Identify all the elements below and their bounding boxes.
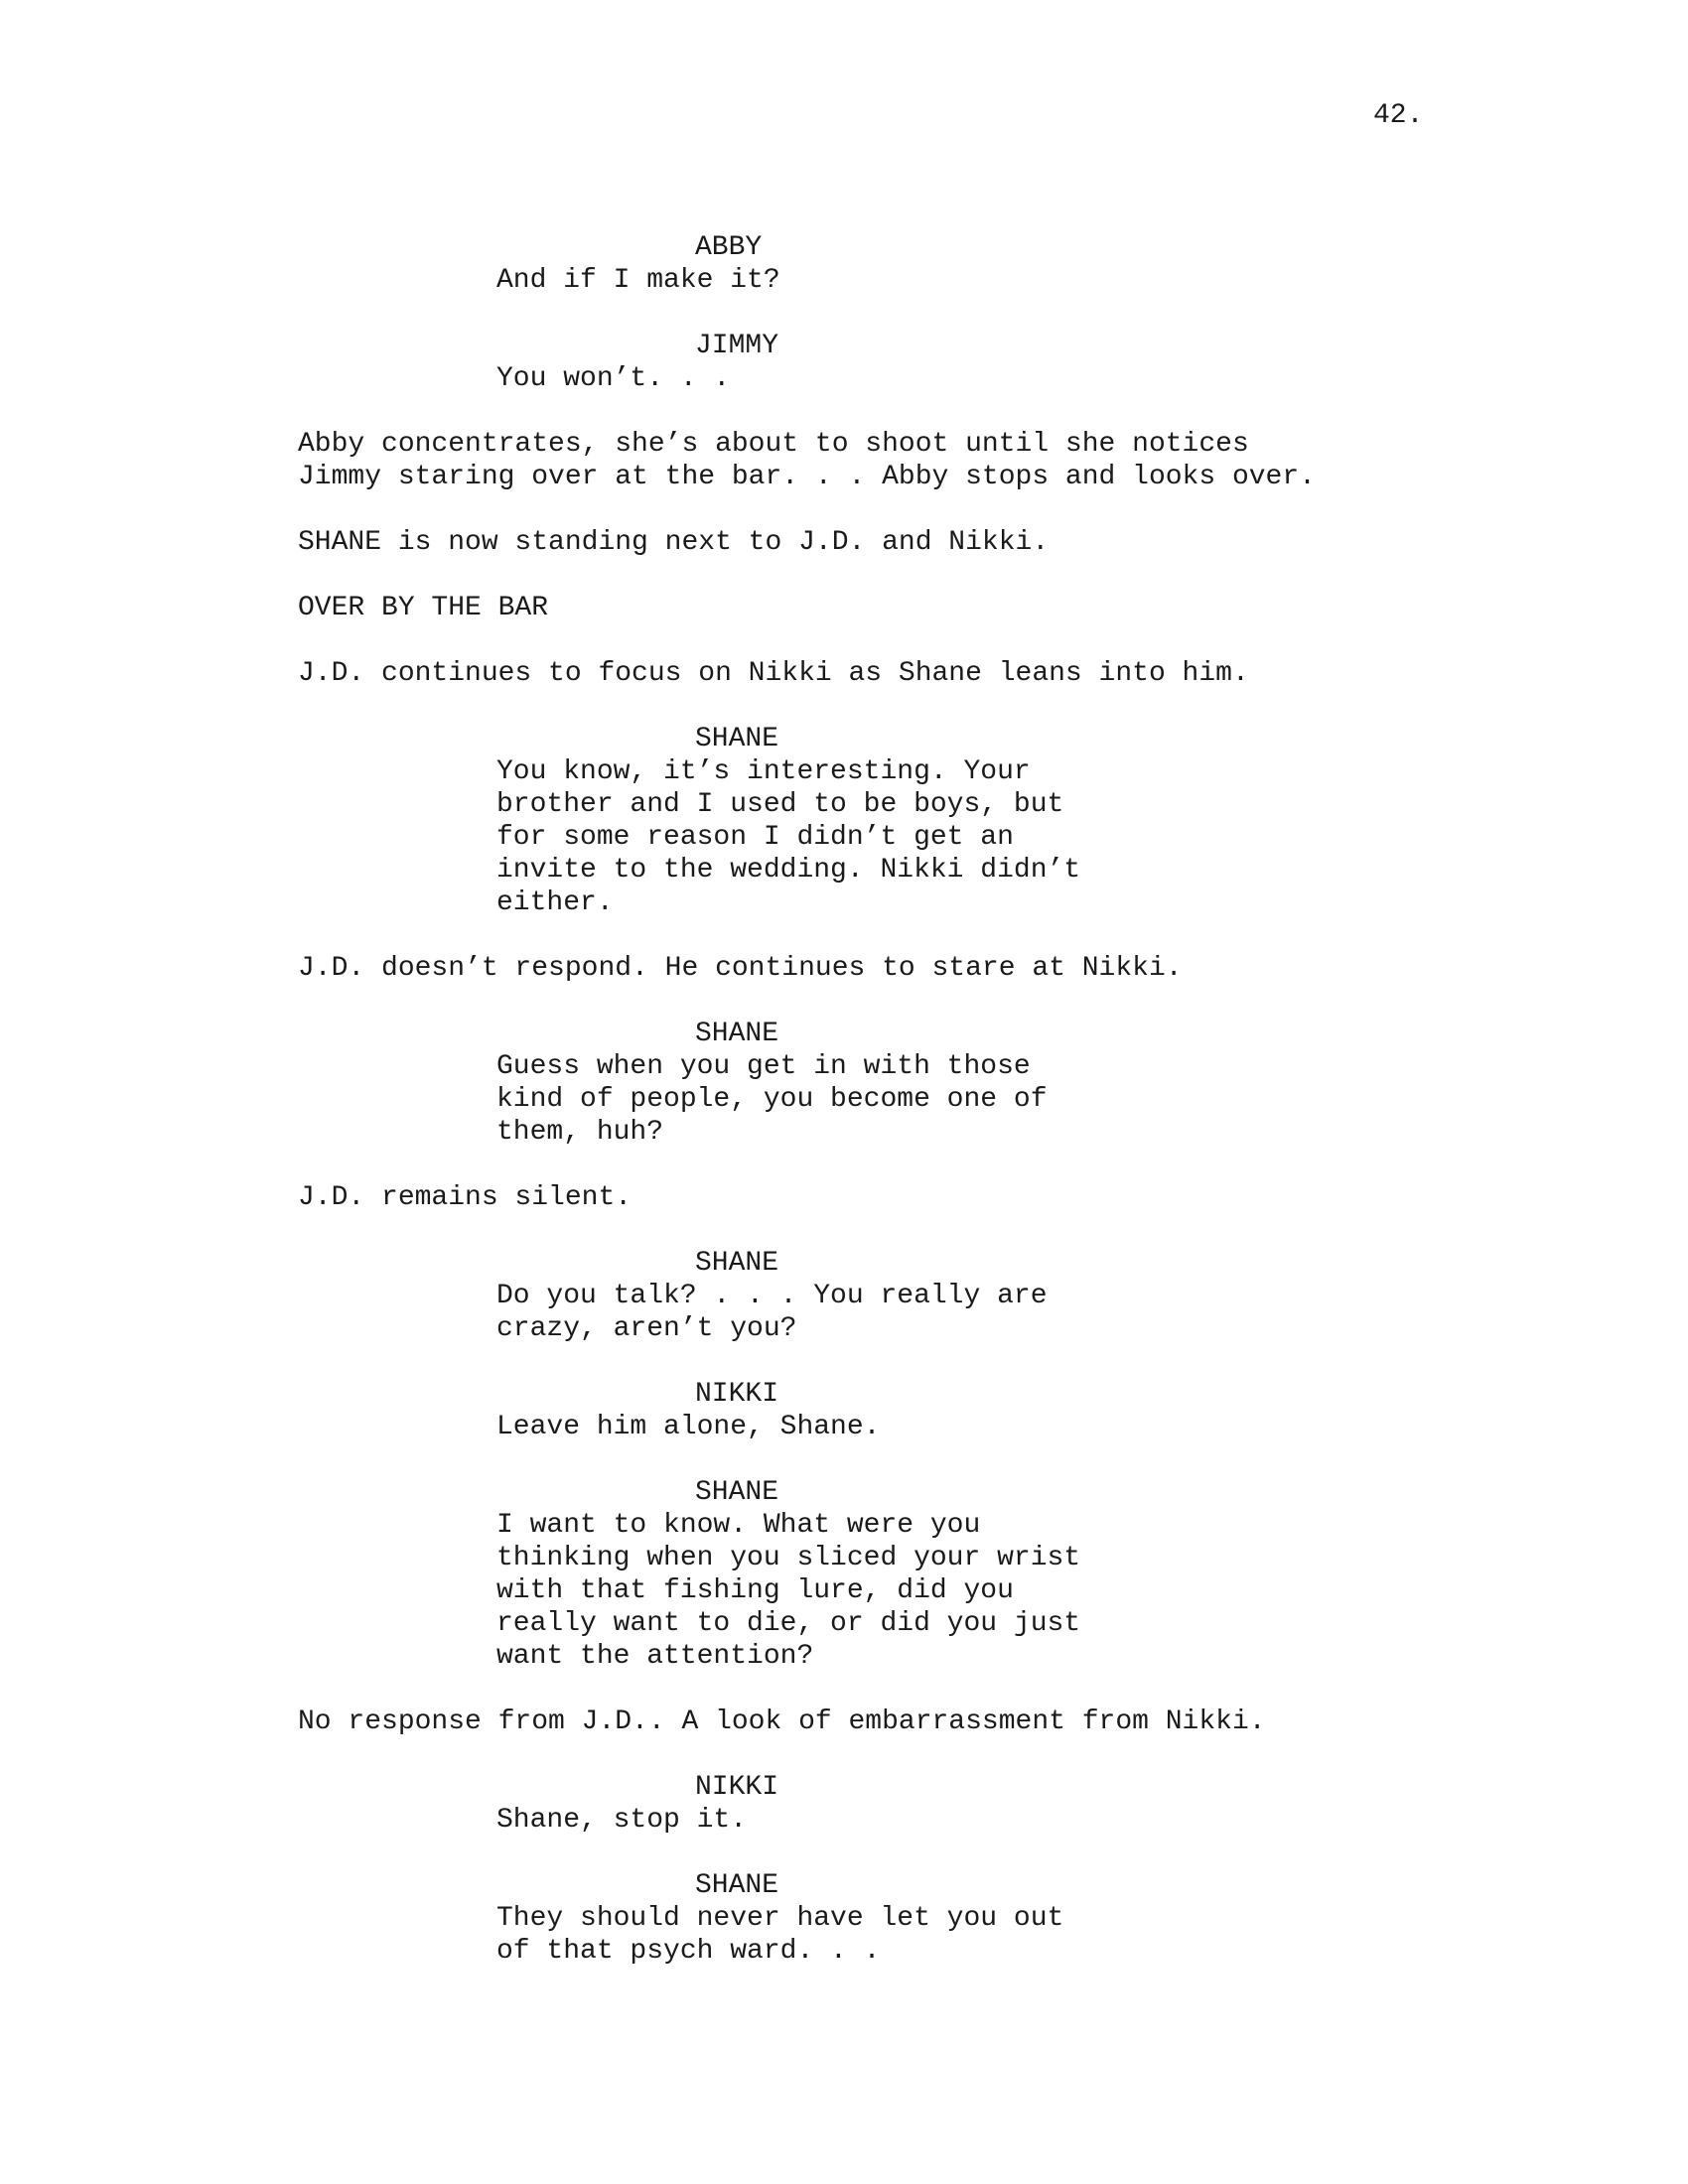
action-line	[298, 1181, 1489, 1214]
dialogue-line: They should never have let you out	[496, 1903, 1064, 1934]
dialogue-block	[298, 723, 1489, 919]
character-name: SHANE	[695, 1248, 779, 1279]
page-number: 42.	[1373, 100, 1424, 131]
dialogue-block	[298, 1247, 1489, 1345]
dialogue-line: them, huh?	[496, 1117, 664, 1148]
character-name: NIKKI	[695, 1379, 779, 1410]
action-text-line: OVER BY THE BAR	[298, 593, 549, 623]
action-line	[298, 952, 1489, 985]
character-name: SHANE	[695, 724, 779, 754]
dialogue-line: You won’t. . .	[496, 363, 731, 394]
action-text-line: No response from J.D.. A look of embarrassment from Nikki.	[298, 1706, 1266, 1737]
dialogue-line: Do you talk? . . . You really are	[496, 1281, 1048, 1311]
dialogue-block	[298, 1476, 1489, 1673]
character-name: JIMMY	[695, 331, 779, 361]
character-name: SHANE	[695, 1477, 779, 1508]
character-name: SHANE	[695, 1019, 779, 1049]
action-line	[298, 657, 1489, 690]
dialogue-line: of that psych ward. . .	[496, 1936, 881, 1967]
dialogue-text	[496, 1411, 1211, 1443]
dialogue-line: thinking when you sliced your wrist	[496, 1543, 1081, 1573]
dialogue-line: crazy, aren’t you?	[496, 1313, 797, 1344]
dialogue-block	[298, 1869, 1489, 1968]
dialogue-line: kind of people, you become one of	[496, 1084, 1048, 1115]
dialogue-block	[298, 231, 1489, 297]
dialogue-text	[496, 362, 1211, 395]
dialogue-line: Leave him alone, Shane.	[496, 1412, 881, 1442]
action-text-line: J.D. continues to focus on Nikki as Shane leans into him.	[298, 658, 1249, 689]
character-name: NIKKI	[695, 1772, 779, 1803]
character-name: ABBY	[695, 232, 763, 263]
dialogue-line: really want to die, or did you just	[496, 1608, 1081, 1639]
action-line	[298, 1706, 1489, 1738]
action-text-line: SHANE is now standing next to J.D. and Nikki.	[298, 527, 1050, 558]
dialogue-line: You know, it’s interesting. Your	[496, 756, 1031, 787]
action-text-line: Jimmy staring over at the bar. . . Abby stops and looks over.	[298, 462, 1316, 492]
script-body	[298, 231, 1489, 2000]
dialogue-text	[496, 264, 1211, 297]
action-line	[298, 428, 1489, 493]
dialogue-line: Shane, stop it.	[496, 1805, 748, 1836]
dialogue-block	[298, 1771, 1489, 1837]
dialogue-block	[298, 1378, 1489, 1443]
dialogue-text	[496, 1509, 1211, 1673]
dialogue-text	[496, 1804, 1211, 1837]
dialogue-line: either.	[496, 887, 614, 918]
dialogue-line: with that fishing lure, did you	[496, 1575, 1014, 1606]
dialogue-line: I want to know. What were you	[496, 1510, 981, 1541]
dialogue-text	[496, 1280, 1211, 1345]
dialogue-line: And if I make it?	[496, 265, 780, 296]
dialogue-text	[496, 755, 1211, 919]
action-text-line: J.D. doesn’t respond. He continues to stare at Nikki.	[298, 953, 1183, 984]
dialogue-line: want the attention?	[496, 1641, 814, 1672]
dialogue-line: Guess when you get in with those	[496, 1051, 1031, 1082]
character-name: SHANE	[695, 1870, 779, 1901]
dialogue-text	[496, 1902, 1211, 1968]
dialogue-block	[298, 1018, 1489, 1149]
dialogue-line: brother and I used to be boys, but	[496, 789, 1064, 820]
dialogue-text	[496, 1050, 1211, 1149]
scene-heading	[298, 592, 1489, 624]
action-text-line: Abby concentrates, she’s about to shoot until she notices	[298, 429, 1249, 460]
dialogue-block	[298, 330, 1489, 395]
action-text-line: J.D. remains silent.	[298, 1182, 633, 1213]
dialogue-line: invite to the wedding. Nikki didn’t	[496, 855, 1081, 886]
action-line	[298, 526, 1489, 559]
dialogue-line: for some reason I didn’t get an	[496, 822, 1014, 853]
